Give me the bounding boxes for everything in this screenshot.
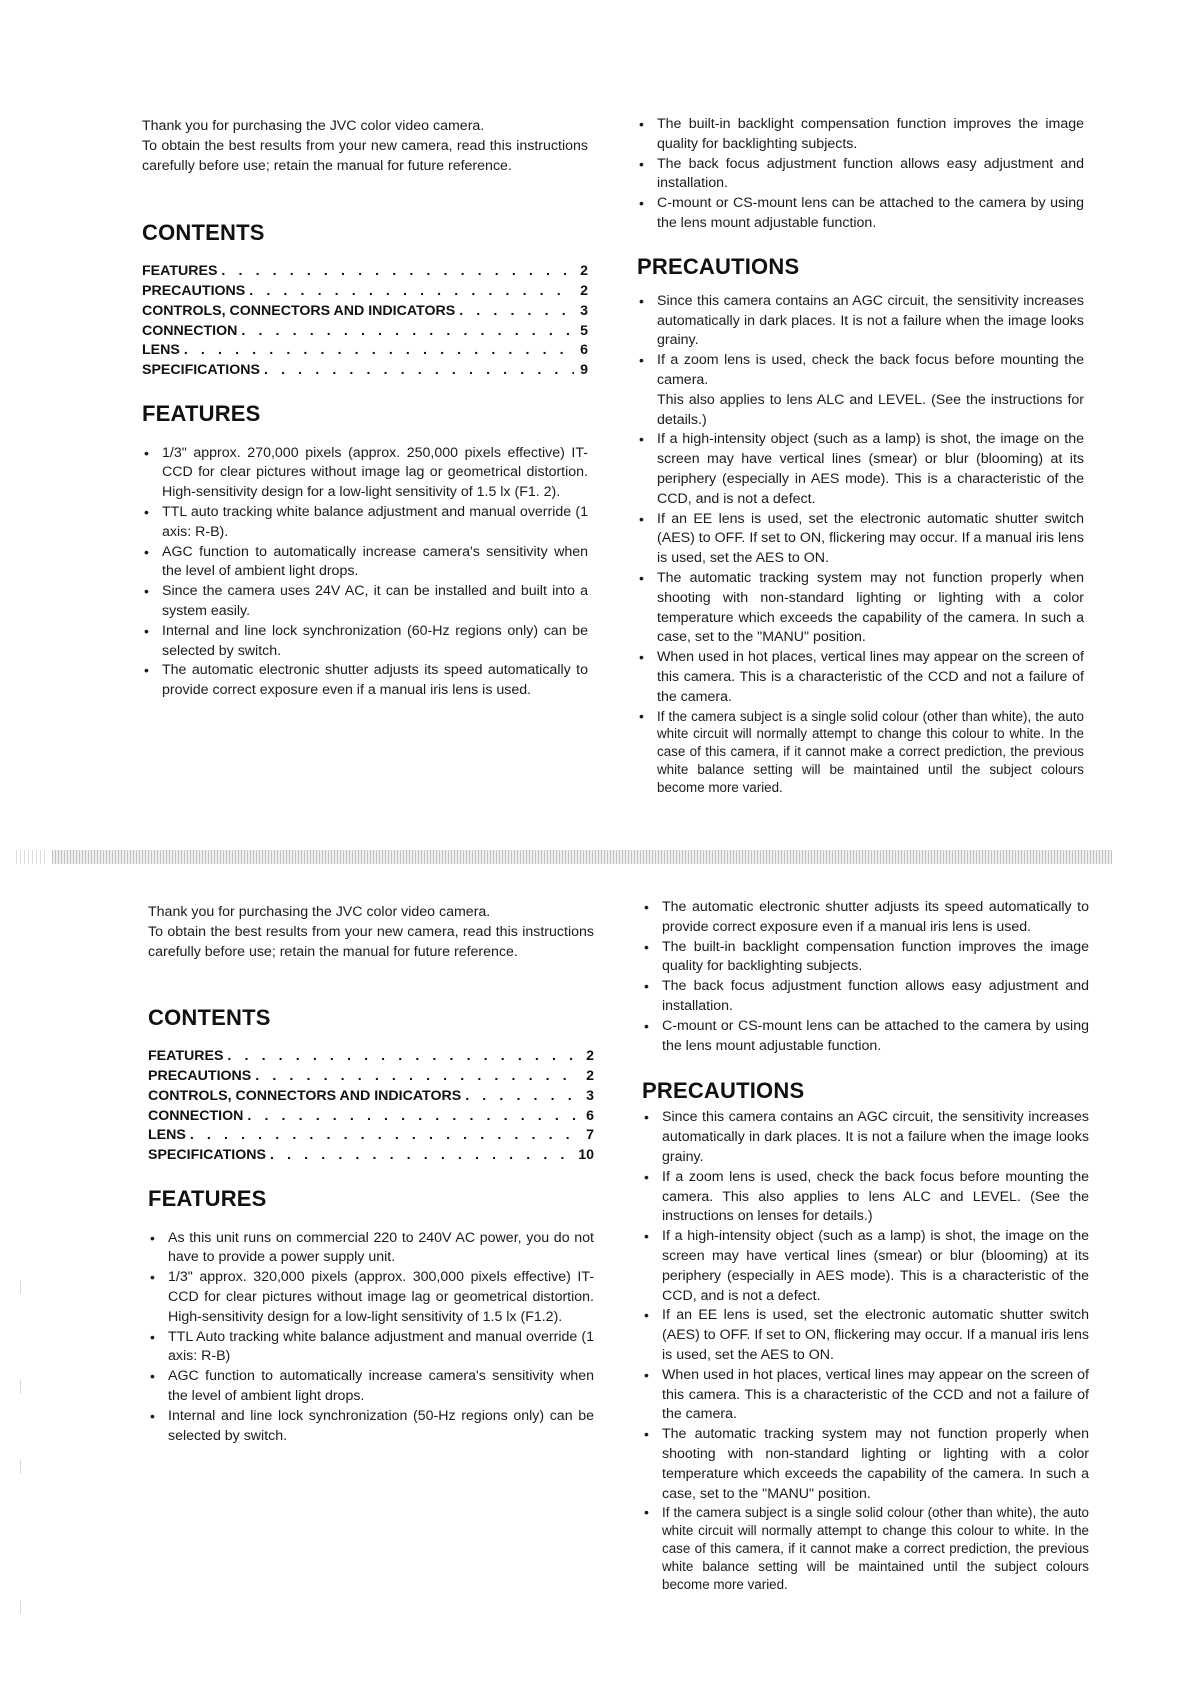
- toc-page-number: 6: [580, 342, 588, 359]
- toc-leader: [455, 302, 574, 322]
- features-list-item: • The built-in backlight compensation function improves the image quality for backlighting subjects.: [637, 115, 1084, 155]
- intro-text: Thank you for purchasing the JVC color video camera. To obtain the best results from your new camera, read this instructions carefully before use; retain the manual for future reference.: [142, 118, 588, 174]
- toc-leader: [266, 1146, 578, 1166]
- scan-artifact: [20, 1380, 21, 1394]
- features-list-item: • TTL auto tracking white balance adjustment and manual override (1 axis: R-B).: [142, 503, 588, 543]
- features-list-item: • The back focus adjustment function allows easy adjustment and installation.: [642, 977, 1089, 1017]
- toc-page-number: 9: [580, 361, 588, 378]
- toc-label: FEATURES: [148, 1048, 224, 1065]
- features-list-item: • C-mount or CS-mount lens can be attached to the camera by using the lens mount adjustable function.: [642, 1017, 1089, 1057]
- precautions-list-item: • If a high-intensity object (such as a lamp) is shot, the image on the screen may have vertical lines (smear) or blur (blooming) at its periphery (especially in AES mode). This is a characteristic of the CCD, and is not a defect.: [642, 1227, 1089, 1306]
- precautions-heading: PRECAUTIONS: [642, 1078, 805, 1104]
- toc-leader: [180, 341, 574, 361]
- features-list-continued: [642, 898, 1089, 1056]
- toc-page-number: 6: [586, 1107, 594, 1124]
- toc-label: FEATURES: [142, 263, 218, 280]
- scan-artifact: [20, 1280, 21, 1294]
- toc-leader: [251, 1067, 580, 1087]
- features-list: [142, 444, 588, 701]
- precautions-list-item: • If the camera subject is a single solid colour (other than white), the auto white circuit will normally attempt to change this colour to white. In the case of this camera, if it cannot make a correct prediction, the previous white balance setting will be maintained until the subject colours become more varied.: [637, 708, 1084, 797]
- toc-page-number: 2: [586, 1048, 594, 1065]
- features-list-item: • AGC function to automatically increase camera's sensitivity when the level of ambient light drops.: [142, 543, 588, 583]
- left-column: [142, 117, 588, 701]
- features-list-item: • The built-in backlight compensation function improves the image quality for backlighting subjects.: [642, 938, 1089, 978]
- toc-leader: [461, 1087, 580, 1107]
- features-list-item: • Since the camera uses 24V AC, it can be installed and built into a system easily.: [142, 582, 588, 622]
- toc-entry[interactable]: [142, 322, 588, 342]
- toc-label: CONNECTION: [148, 1107, 244, 1124]
- toc-entry[interactable]: [148, 1146, 594, 1166]
- table-of-contents: [142, 262, 588, 380]
- features-list-item: • TTL Auto tracking white balance adjustment and manual override (1 axis: R-B): [148, 1328, 594, 1368]
- toc-entry[interactable]: [148, 1047, 594, 1067]
- toc-page-number: 2: [580, 283, 588, 300]
- features-list: [148, 1229, 594, 1447]
- features-heading: FEATURES: [142, 400, 261, 426]
- scan-artifact: [20, 1600, 21, 1614]
- toc-entry[interactable]: [148, 1067, 594, 1087]
- features-heading: FEATURES: [148, 1185, 267, 1211]
- features-list-item: • C-mount or CS-mount lens can be attached to the camera by using the lens mount adjustable function.: [637, 194, 1084, 234]
- features-list-item: • 1/3" approx. 270,000 pixels (approx. 250,000 pixels effective) IT-CCD for clear pictures without image lag or geometrical distortion. High-sensitivity design for a low-light sensitivity of 1.5 lx (F1. 2).: [142, 444, 588, 503]
- intro-text: Thank you for purchasing the JVC color video camera. To obtain the best results from your new camera, read this instructions carefully before use; retain the manual for future reference.: [148, 904, 594, 960]
- precautions-list-item: • Since this camera contains an AGC circuit, the sensitivity increases automatically in dark places. It is not a failure when the image looks grainy.: [637, 292, 1084, 351]
- toc-label: CONTROLS, CONNECTORS AND INDICATORS: [142, 302, 456, 319]
- features-list-item: • 1/3" approx. 320,000 pixels (approx. 300,000 pixels effective) IT-CCD for clear pictures without image lag or geometrical distortion. High-sensitivity design for a low-light sensitivity of 1.5 lx (F1.2).: [148, 1268, 594, 1327]
- features-list-item: • The back focus adjustment function allows easy adjustment and installation.: [637, 155, 1084, 195]
- precautions-list-item: • The automatic tracking system may not function properly when shooting with non-standard lighting or lighting with a color temperature which exceeds the capability of the camera. In such a case, set to the "MANU" position.: [642, 1425, 1089, 1504]
- toc-label: CONNECTION: [142, 322, 238, 339]
- toc-label: PRECAUTIONS: [142, 283, 246, 300]
- toc-label: SPECIFICATIONS: [142, 361, 260, 378]
- toc-page-number: 3: [580, 302, 588, 319]
- precautions-list-item: • When used in hot places, vertical lines may appear on the screen of this camera. This is a characteristic of the CCD and not a failure of the camera.: [637, 648, 1084, 707]
- toc-label: PRECAUTIONS: [148, 1068, 252, 1085]
- precautions-list-item: • The automatic tracking system may not function properly when shooting with non-standard lighting or lighting with a color temperature which exceeds the capability of the camera. In such a case, set to the "MANU" position.: [637, 569, 1084, 648]
- scan-artifact: [20, 1460, 21, 1474]
- features-list-item: • Internal and line lock synchronization (50-Hz regions only) can be selected by switch.: [148, 1407, 594, 1447]
- toc-leader: [186, 1126, 580, 1146]
- table-of-contents: [148, 1047, 594, 1165]
- toc-entry[interactable]: [142, 262, 588, 282]
- toc-label: LENS: [142, 342, 180, 359]
- precautions-list-item: • If the camera subject is a single solid colour (other than white), the auto white circuit will normally attempt to change this colour to white. In the case of this camera, if it cannot make a correct prediction, the previous white balance setting will be maintained until the subject colours become more varied.: [642, 1504, 1089, 1593]
- precautions-heading: PRECAUTIONS: [637, 253, 800, 279]
- precautions-list: [637, 292, 1084, 797]
- toc-page-number: 2: [586, 1068, 594, 1085]
- toc-entry[interactable]: [142, 282, 588, 302]
- toc-leader: [237, 322, 574, 342]
- precautions-list-item: • If an EE lens is used, set the electronic automatic shutter switch (AES) to OFF. If set to ON, flickering may occur. If a manual iris lens is used, set the AES to ON.: [642, 1306, 1089, 1365]
- toc-leader: [245, 282, 574, 302]
- toc-entry[interactable]: [148, 1087, 594, 1107]
- features-list-item: • The automatic electronic shutter adjusts its speed automatically to provide correct exposure even if a manual iris lens is used.: [142, 661, 588, 701]
- toc-label: LENS: [148, 1127, 186, 1144]
- toc-label: CONTROLS, CONNECTORS AND INDICATORS: [148, 1087, 462, 1104]
- toc-entry[interactable]: [142, 341, 588, 361]
- right-column: [642, 898, 1089, 1593]
- contents-heading: CONTENTS: [142, 220, 265, 246]
- precautions-list: [642, 1108, 1089, 1593]
- toc-entry[interactable]: [142, 302, 588, 322]
- precautions-list-item: • If a high-intensity object (such as a lamp) is shot, the image on the screen may have vertical lines (smear) or blur (blooming) at its periphery (especially in AES mode). This is a characteristic of the CCD, and is not a defect.: [637, 430, 1084, 509]
- toc-page-number: 2: [580, 263, 588, 280]
- left-column: [148, 903, 594, 1446]
- toc-leader: [243, 1107, 580, 1127]
- toc-entry[interactable]: [148, 1126, 594, 1146]
- toc-entry[interactable]: [142, 361, 588, 381]
- features-list-item: • AGC function to automatically increase camera's sensitivity when the level of ambient light drops.: [148, 1367, 594, 1407]
- precautions-list-item: • If a zoom lens is used, check the back focus before mounting the camera. This also applies to lens ALC and LEVEL. (See the instructions for details.): [637, 351, 1084, 430]
- features-list-item: • Internal and line lock synchronization (60-Hz regions only) can be selected by switch.: [142, 622, 588, 662]
- precautions-list-item: • If an EE lens is used, set the electronic automatic shutter switch (AES) to OFF. If set to ON, flickering may occur. If a manual iris lens is used, set the AES to ON.: [637, 510, 1084, 569]
- toc-leader: [260, 361, 574, 381]
- toc-leader: [217, 262, 574, 282]
- toc-label: SPECIFICATIONS: [148, 1146, 266, 1163]
- precautions-list-item: • When used in hot places, vertical lines may appear on the screen of this camera. This is a characteristic of the CCD and not a failure of the camera.: [642, 1366, 1089, 1425]
- features-list-item: • As this unit runs on commercial 220 to 240V AC power, you do not have to provide a power supply unit.: [148, 1229, 594, 1269]
- toc-page-number: 3: [586, 1087, 594, 1104]
- features-list-item: • The automatic electronic shutter adjusts its speed automatically to provide correct exposure even if a manual iris lens is used.: [642, 898, 1089, 938]
- features-list-continued: [637, 115, 1084, 234]
- toc-entry[interactable]: [148, 1107, 594, 1127]
- toc-leader: [223, 1047, 580, 1067]
- precautions-list-item: • Since this camera contains an AGC circuit, the sensitivity increases automatically in dark places. It is not a failure when the image looks grainy.: [642, 1108, 1089, 1167]
- right-column: [637, 115, 1084, 797]
- toc-page-number: 5: [580, 322, 588, 339]
- manual-page-bottom: [0, 870, 1191, 1683]
- toc-page-number: 10: [578, 1146, 594, 1163]
- toc-page-number: 7: [586, 1127, 594, 1144]
- page-divider: [52, 850, 1112, 864]
- precautions-list-item: • If a zoom lens is used, check the back focus before mounting the camera. This also applies to lens ALC and LEVEL. (See the instructions on lenses for details.): [642, 1168, 1089, 1227]
- scan-artifact: [16, 850, 46, 864]
- contents-heading: CONTENTS: [148, 1005, 271, 1031]
